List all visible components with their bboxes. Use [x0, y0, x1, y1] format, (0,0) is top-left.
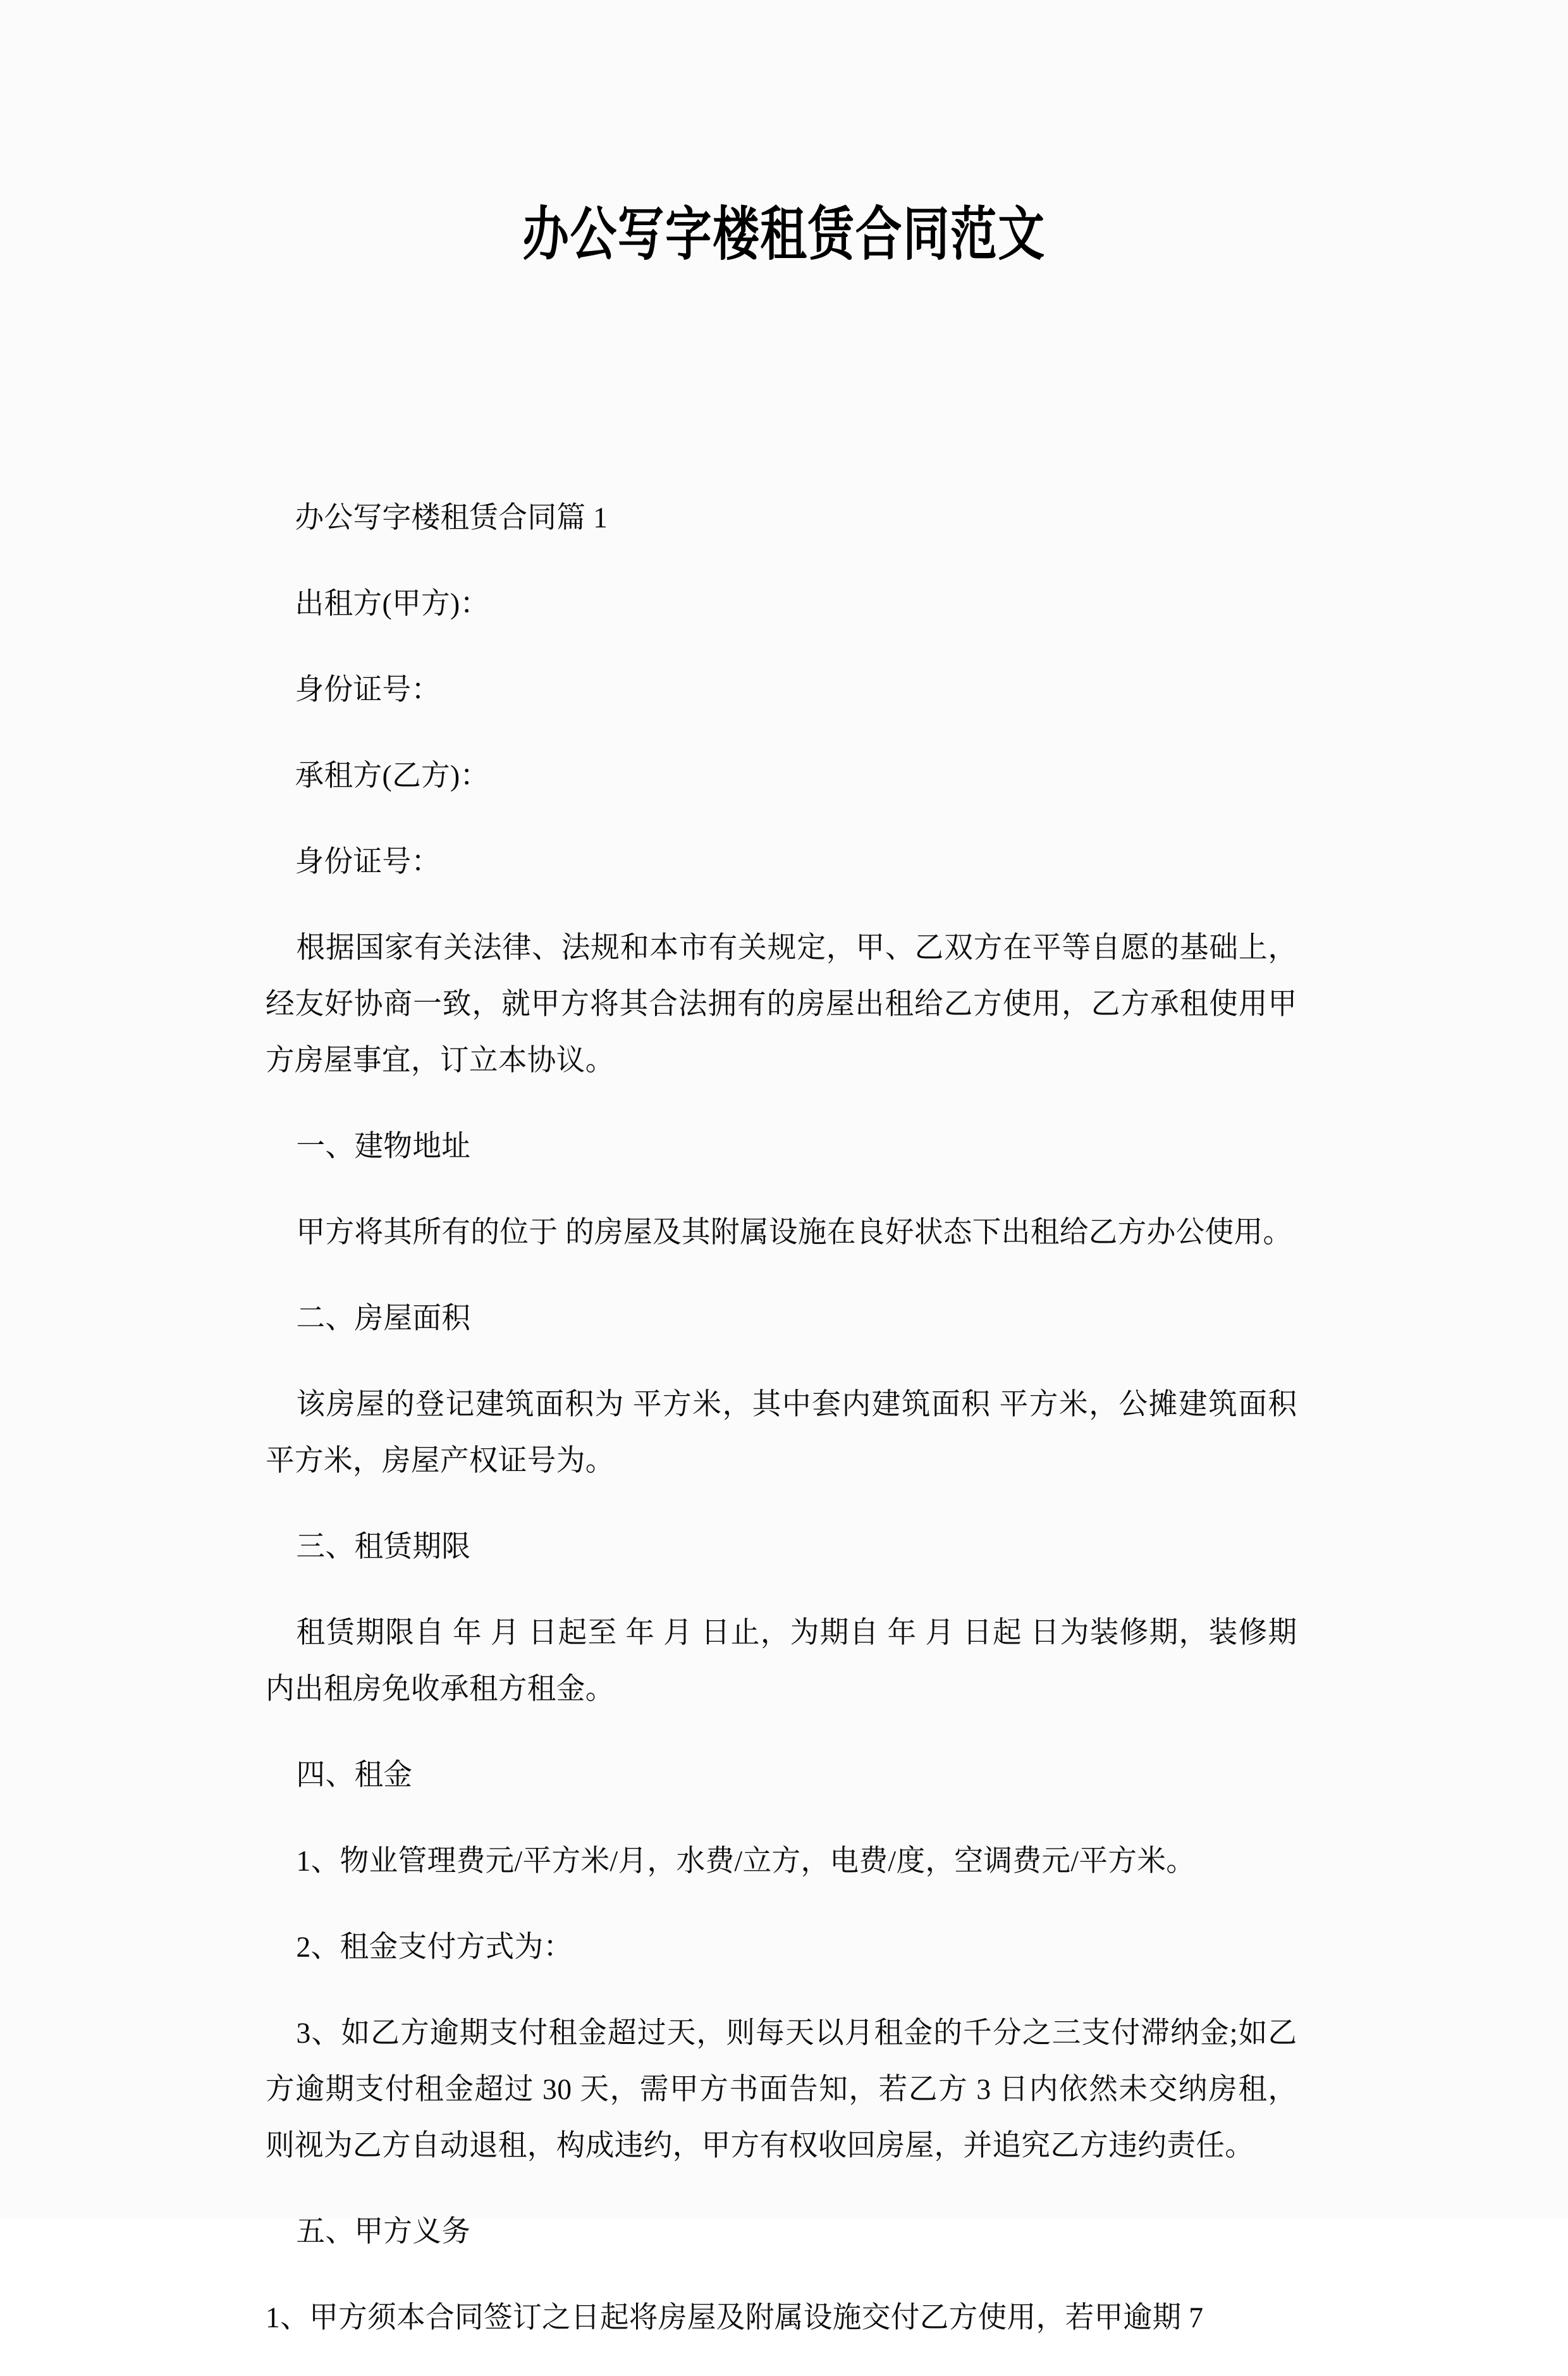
section-heading: 一、建物地址 — [296, 1130, 471, 1163]
paragraph-line: 根据国家有关法律、法规和本市有关规定，甲、乙双方在平等自愿的基础上，经友好协商一致，就甲方将其合法拥有的房屋出租给乙方使用，乙方承租使用甲方房屋事宜，订立本协议。 — [266, 932, 1297, 1077]
paragraph-line: 2、租金支付方式为： — [296, 1931, 573, 1964]
page-title: 办公写字楼租赁合同范文 — [522, 202, 1046, 267]
document-body — [266, 460, 1329, 2376]
section-heading: 二、房屋面积 — [296, 1302, 471, 1335]
section-heading: 五、甲方义务 — [296, 2215, 471, 2248]
paragraph-line: 办公写字楼租赁合同篇 1 — [295, 502, 608, 534]
paragraph-line: 1、物业管理费元/平方米/月，水费/立方，电费/度，空调费元/平方米。 — [296, 1845, 1196, 1878]
paragraph-line: 出租方(甲方)： — [295, 588, 489, 620]
paragraph-line: 身份证号： — [295, 674, 441, 706]
paragraph-line: 承租方(乙方)： — [295, 760, 489, 792]
paragraph-line: 3、如乙方逾期支付租金超过天，则每天以月租金的千分之三支付滞纳金;如乙方逾期支付租金超过 30 天，需甲方书面告知，若乙方 3 日内依然未交纳房租，则视为乙方自动退租，构成违约，甲方有权收回房屋，并追究乙方违约责任。 — [266, 2017, 1297, 2162]
paragraph-line: 该房屋的登记建筑面积为 平方米，其中套内建筑面积 平方米，公摊建筑面积 平方米，房屋产权证号为。 — [266, 1388, 1297, 1477]
paragraph-line: 甲方将其所有的位于 的房屋及其附属设施在良好状态下出租给乙方办公使用。 — [296, 1216, 1292, 1249]
paragraph-line: 1、甲方须本合同签订之日起将房屋及附属设施交付乙方使用，若甲逾期 7 — [266, 2301, 1204, 2334]
section-heading: 四、租金 — [296, 1759, 413, 1792]
paragraph-line: 身份证号： — [295, 846, 441, 878]
section-heading: 三、租赁期限 — [296, 1530, 471, 1563]
paragraph-line: 租赁期限自 年 月 日起至 年 月 日止，为期自 年 月 日起 日为装修期，装修期内出租房免收承租方租金。 — [266, 1616, 1297, 1706]
